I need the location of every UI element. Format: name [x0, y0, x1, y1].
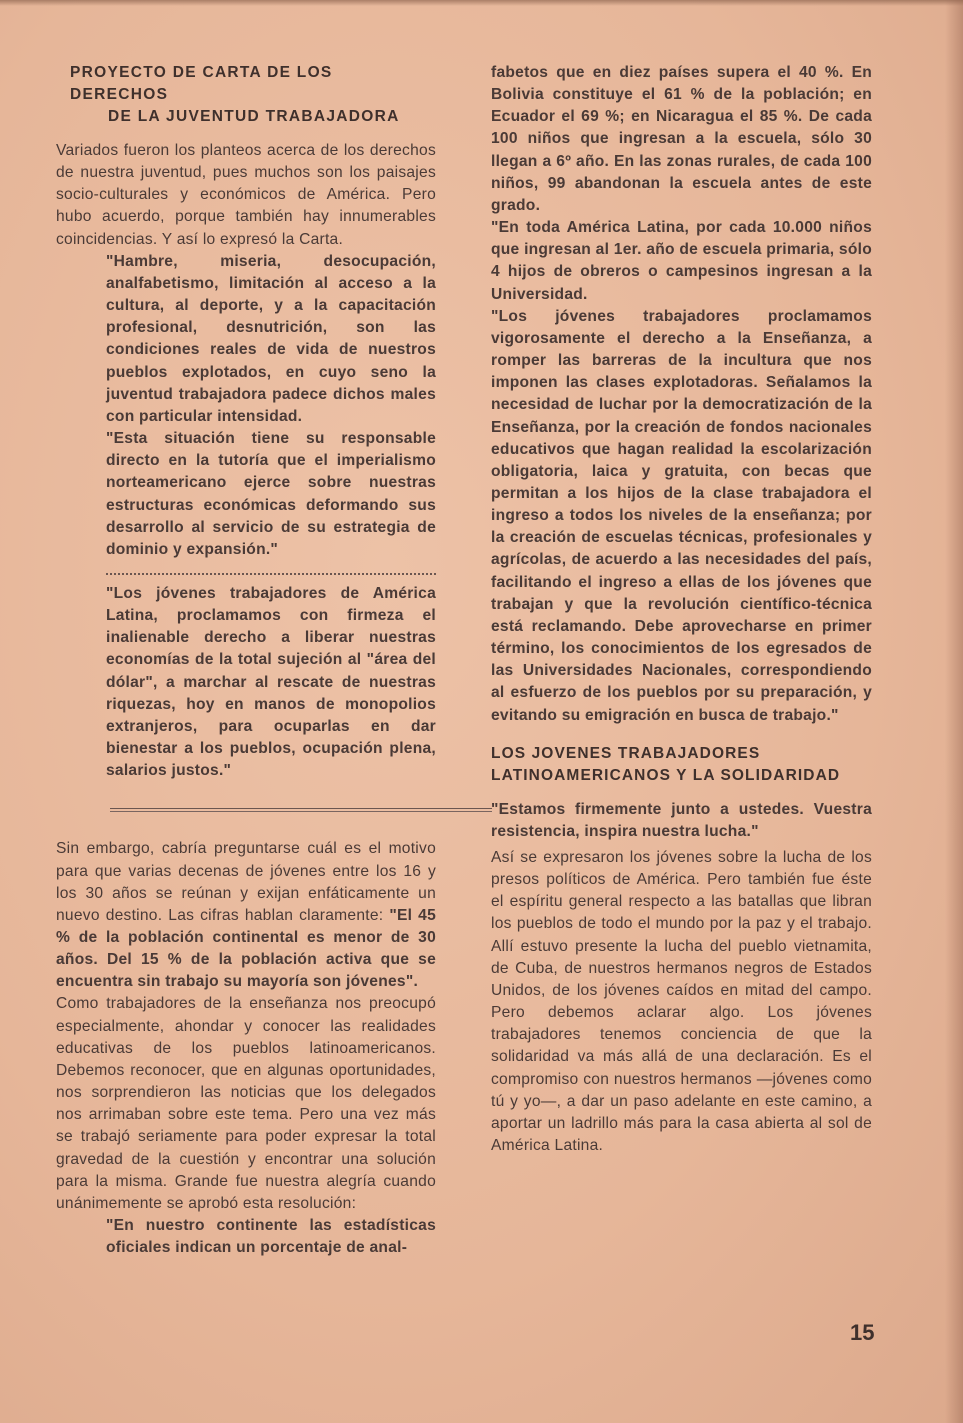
solidarity-heading-line1: LOS JOVENES TRABAJADORES [491, 744, 761, 762]
section-heading-line2: DE LA JUVENTUD TRABAJADORA [108, 108, 400, 125]
resolution-quote-continued [441, 62, 872, 727]
section-heading-line1: PROYECTO DE CARTA DE LOS DERECHOS [70, 64, 333, 103]
quote-statistics-start: "En nuestro continente las estadísticas oficiales indican un porcentaje de anal- [106, 1217, 436, 1257]
charter-quote-block-2 [56, 583, 436, 782]
page-right-edge [945, 0, 963, 1423]
education-paragraph: Como trabajadores de la enseñanza nos preocupó especialmente, ahondar y conocer las realidades educativas de los pueblos latinoamericanos. Debemos reconocer, que en algunas oportunidades, nos sorprendieron las noticias que los delegados nos arrimaban sobre este tema. Pero una vez más se trabajó seriamente para poder expresar la total gravedad de la cuestión y encontrar una solución para la misma. Grande fue nuestra alegría cuando unánimemente se aprobó esta resolución: [56, 995, 436, 1212]
solidarity-heading-line2: LATINOAMERICANOS Y LA SOLIDARIDAD [491, 766, 841, 784]
figures-paragraph-text: Sin embargo, cabría preguntarse cuál es el motivo para que varias decenas de jóvenes entre los 16 y los 30 años se reúnan y exijan enfáticamente un nuevo destino. Las cifras hablan claramente: [56, 840, 436, 924]
intro-paragraph: Variados fueron los planteos acerca de los derechos de nuestra juventud, pues muchos son los paisajes socio-culturales y económicos de América. Pero hubo acuerdo, porque también hay innumerables coincidencias. Y así lo expresó la Carta. [56, 142, 436, 248]
dotted-separator [106, 573, 436, 575]
quote-statistics-cont: fabetos que en diez países supera el 40 %. En Bolivia constituye el 61 % de la población; en Ecuador el 69 %; en Nicaragua el 85 %. De cada 100 niños que ingresan a la escuela, sólo 30 llegan a 6º año. En las zonas rurales, de cada 100 niños, 99 abandonan la escuela antes de este grado. [491, 64, 872, 214]
solidarity-paragraph: Así se expresaron los jóvenes sobre la lucha de los presos políticos de América. Pero también fue éste el espíritu general respecto a las batallas que libran los pueblos de todo el mundo por la paz y el trabajo. Allí estuvo presente la lucha del pueblo vietnamita, de Cuba, de nuestros hermanos negros de Estados Unidos, de los jóvenes caídos en mitad del campo. Pero debemos aclarar algo. Los jóvenes trabajadores tenemos conciencia de que la solidaridad va más allá de una declaración. Es el compromiso con nuestros hermanos —jóvenes como tú y yo—, a dar un paso adelante en este camino, a aportar un ladrillo más para la casa abierta al sol de América Latina. [491, 849, 872, 1155]
quote-economies: "Los jóvenes trabajadores de América Latina, proclamamos con firmeza el inalienable derecho a liberar nuestras economías de la total sujeción al "área del dólar", a marchar al rescate de nuestras riquezas, hoy en manos de monopolios extranjeros, para ocuparlas en dar bienestar a los pueblos, ocupación plena, salarios justos." [106, 584, 436, 780]
resolution-quote-block [56, 1215, 436, 1259]
left-column [56, 62, 436, 1259]
double-rule-separator [110, 808, 492, 816]
solidarity-heading [491, 743, 872, 787]
figures-paragraph-bold: "El 45 % de la población continental es menor de 30 años. Del 15 % de la población activa que se encuentra sin trabajo su mayoría son jóvenes". [56, 906, 436, 991]
quote-education-right: "Los jóvenes trabajadores proclamamos vigorosamente el derecho a la Enseñanza, a romper las barreras de la incultura que nos imponen las clases explotadoras. Señalamos la necesidad de luchar por la democratización de la Enseñanza, por la creación de fondos nacionales educativos que hagan realidad la escolarización obligatoria, laica y gratuita, con becas que permitan a los hijos de la clase trabajadora el ingreso a todos los niveles de la enseñanza; por la creación de escuelas técnicas, profesionales y agrícolas, de acuerdo a las necesidades del país, facilitando el ingreso a ellas de los jóvenes que trabajan y que la revolución científico-técnica está reclamando. Debe aprovecharse en primer término, los conocimientos de los egresados de las Universidades Nacionales, correspondiendo al esfuerzo de los pueblos por su preparación, y evitando su emigración en busca de trabajo." [491, 307, 872, 724]
charter-quote-block [56, 251, 436, 561]
quote-university: "En toda América Latina, por cada 10.000 niños que ingresan al 1er. año de escuela primaria, sólo 4 hijos de obreros o campesinos ingresan a la Universidad. [491, 219, 872, 303]
page-number: 15 [850, 1320, 875, 1345]
right-column [491, 62, 872, 1157]
quote-responsibility: "Esta situación tiene su responsable directo en la tutoría que el imperialismo norteamericano ejerce sobre nuestras estructuras económicas deformando sus desarrollo al servicio de su estrategia de dominio y expansión." [106, 430, 436, 558]
quote-resistance: "Estamos firmemente junto a ustedes. Vuestra resistencia, inspira nuestra lucha." [491, 800, 872, 840]
quote-hunger: "Hambre, miseria, desocupación, analfabetismo, limitación al acceso a la cultura, al deporte, y a la capacitación profesional, desnutrición, son las condiciones reales de vida de nuestros pueblos explotados, en cuyo seno la juventud trabajadora padece dichos males con particular intensidad. [106, 252, 436, 425]
figures-paragraph [56, 838, 436, 993]
page-top-edge [0, 0, 963, 6]
